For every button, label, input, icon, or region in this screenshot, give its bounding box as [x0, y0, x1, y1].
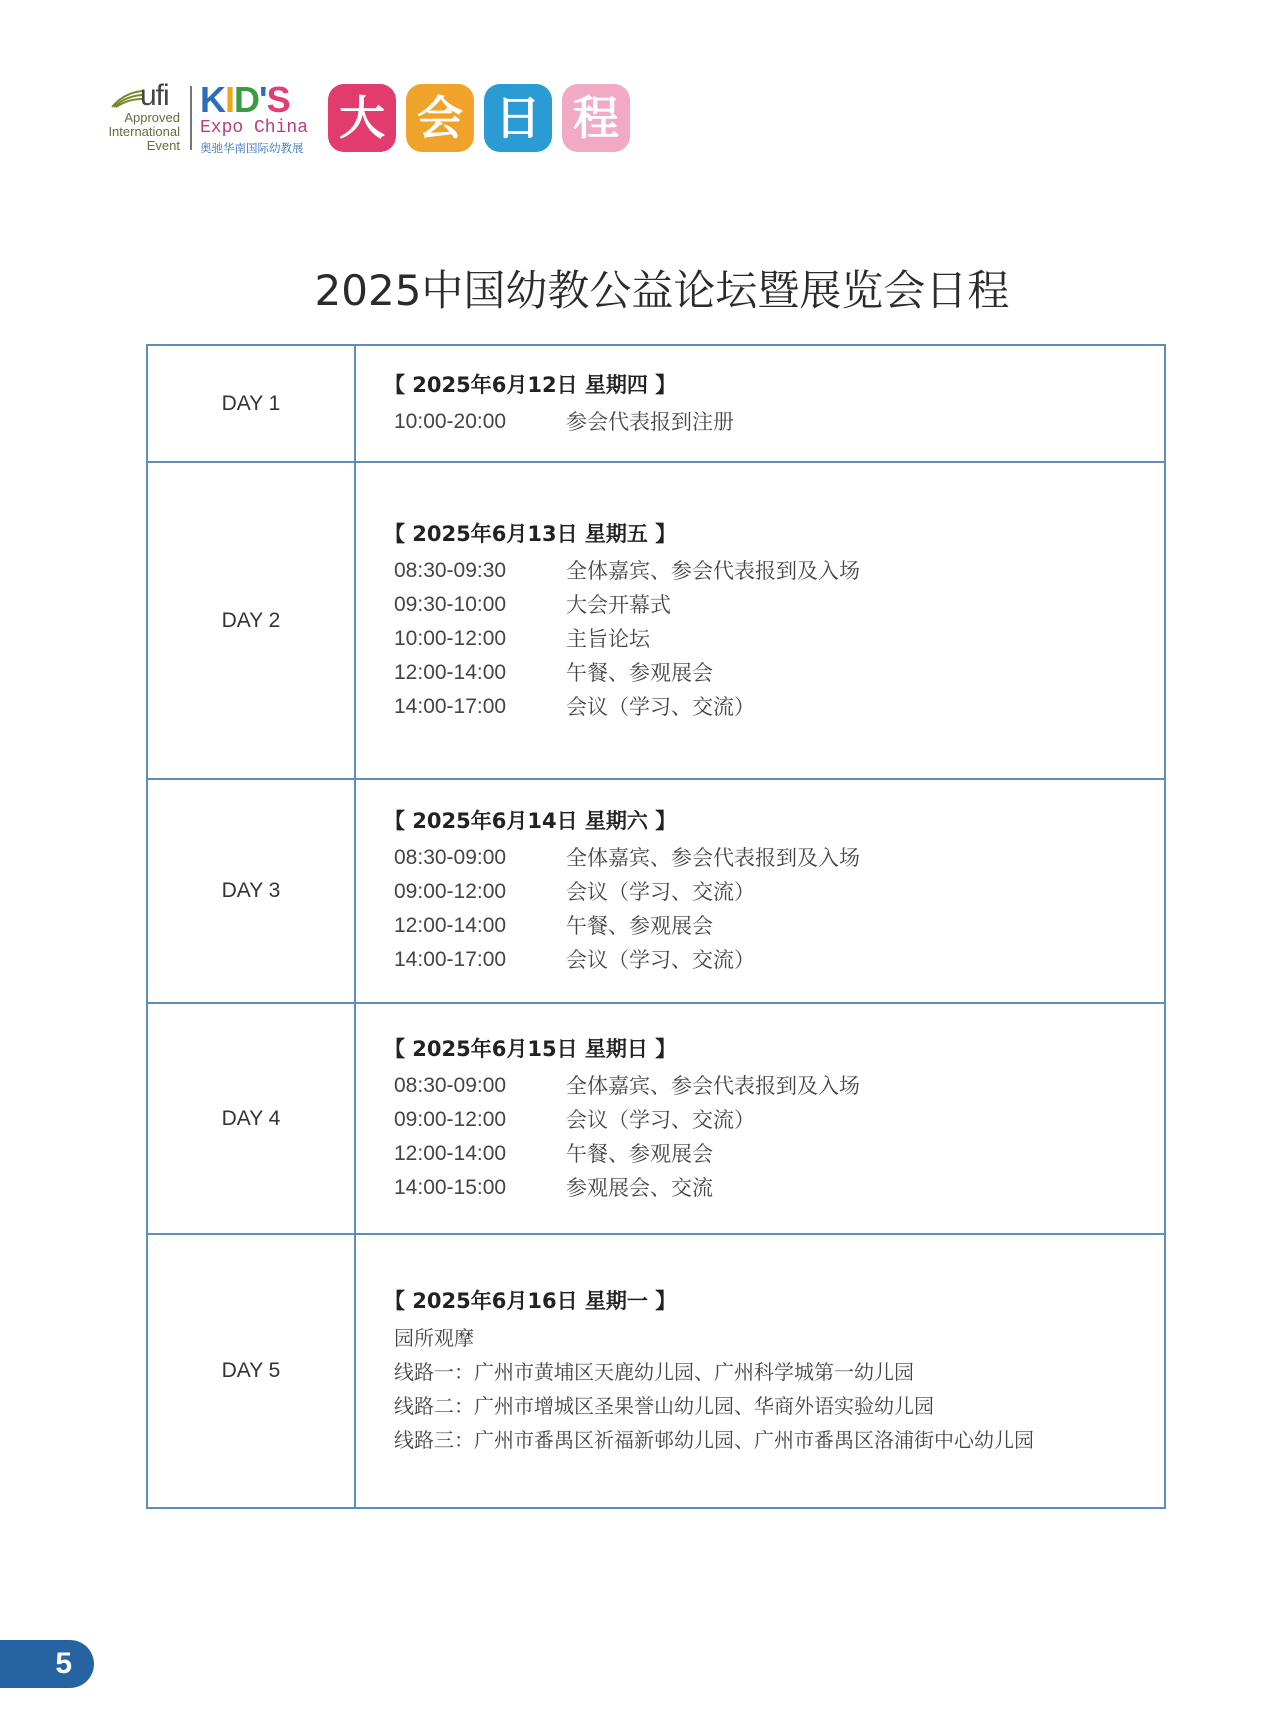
kids-expo-text: Expo China	[200, 118, 309, 138]
day-date: 【 2025年6月16日 星期一 】	[384, 1289, 677, 1313]
route-item: 线路二：广州市增城区圣果誉山幼儿园、华商外语实验幼儿园	[394, 1394, 934, 1418]
item-text: 午餐、参观展会	[566, 660, 713, 685]
schedule-item	[394, 841, 1164, 875]
day-detail	[355, 345, 1165, 462]
schedule-table	[146, 344, 1166, 1509]
item-text: 大会开幕式	[566, 592, 671, 617]
day-label: DAY 2	[147, 462, 355, 779]
item-time: 14:00-17:00	[394, 694, 507, 718]
ufi-line-international: International	[108, 124, 180, 139]
item-text: 参观展会、交流	[566, 1175, 713, 1200]
schedule-item	[394, 875, 1164, 909]
route-item: 线路一：广州市黄埔区天鹿幼儿园、广州科学城第一幼儿园	[394, 1360, 914, 1384]
kids-expo-logo	[200, 80, 312, 156]
ufi-approved-text	[108, 111, 180, 153]
day-date: 【 2025年6月12日 星期四 】	[384, 372, 677, 397]
item-time: 10:00-12:00	[394, 626, 507, 650]
title-tile: 大	[328, 84, 396, 152]
kids-letter: S	[266, 79, 290, 120]
item-time: 09:30-10:00	[394, 592, 507, 616]
schedule-item	[394, 588, 1164, 622]
day-date: 【 2025年6月13日 星期五 】	[384, 521, 677, 546]
kids-letter: '	[259, 79, 267, 120]
item-time: 08:30-09:30	[394, 558, 507, 582]
title-tile: 会	[406, 84, 474, 152]
item-time: 09:00-12:00	[394, 1107, 507, 1131]
schedule-item	[394, 1137, 1164, 1171]
kids-wordmark	[200, 80, 290, 120]
table-row	[147, 462, 1165, 779]
table-row	[147, 1003, 1165, 1234]
schedule-item	[394, 1103, 1164, 1137]
title-tile: 程	[562, 84, 630, 152]
item-text: 全体嘉宾、参会代表报到及入场	[566, 558, 860, 583]
item-text: 参会代表报到注册	[566, 409, 734, 434]
kids-letter: D	[234, 79, 260, 120]
title-tile: 日	[484, 84, 552, 152]
item-time: 08:30-09:00	[394, 1073, 507, 1097]
ufi-swoosh-icon	[110, 87, 144, 109]
item-text: 午餐、参观展会	[566, 914, 713, 938]
item-time: 14:00-15:00	[394, 1175, 507, 1199]
item-time: 12:00-14:00	[394, 660, 507, 684]
schedule-item	[394, 554, 1164, 588]
schedule-item	[394, 656, 1164, 690]
item-text: 全体嘉宾、参会代表报到及入场	[566, 1073, 860, 1098]
item-text: 主旨论坛	[566, 626, 650, 651]
day-detail	[355, 1003, 1165, 1234]
observation-intro: 园所观摩	[394, 1326, 474, 1350]
item-text: 午餐、参观展会	[566, 1141, 713, 1166]
day-label: DAY 1	[147, 345, 355, 462]
item-text: 会议（学习、交流）	[566, 694, 755, 719]
table-row	[147, 1234, 1165, 1508]
item-text: 会议（学习、交流）	[566, 880, 755, 904]
schedule-item	[394, 622, 1164, 656]
day-detail	[355, 1234, 1165, 1508]
item-time: 12:00-14:00	[394, 914, 507, 937]
kids-letter: K	[200, 79, 225, 120]
schedule-item	[394, 1171, 1164, 1205]
day-date: 【 2025年6月14日 星期六 】	[384, 809, 677, 833]
day-label: DAY 5	[147, 1234, 355, 1508]
logo-divider	[190, 86, 192, 150]
item-text: 全体嘉宾、参会代表报到及入场	[566, 846, 860, 870]
item-time: 08:30-09:00	[394, 846, 507, 869]
header-title-tiles	[328, 84, 640, 152]
page-number-text: 5	[55, 1647, 72, 1680]
item-text: 会议（学习、交流）	[566, 1107, 755, 1132]
kids-letter: I	[225, 79, 235, 120]
table-row	[147, 779, 1165, 1003]
item-time: 14:00-17:00	[394, 948, 507, 971]
ufi-line-event: Event	[146, 138, 180, 153]
ufi-name: ufi	[140, 79, 169, 112]
item-time: 12:00-14:00	[394, 1141, 507, 1165]
item-time: 09:00-12:00	[394, 880, 507, 903]
day-date: 【 2025年6月15日 星期日 】	[384, 1036, 677, 1061]
schedule-item	[394, 690, 1164, 724]
day-detail	[355, 462, 1165, 779]
item-text: 会议（学习、交流）	[566, 948, 755, 972]
day-detail	[355, 779, 1165, 1003]
table-row	[147, 345, 1165, 462]
schedule-item	[394, 943, 1164, 977]
header	[100, 78, 640, 158]
ufi-logo	[100, 79, 180, 157]
schedule-item	[394, 1069, 1164, 1103]
ufi-line-approved: Approved	[124, 110, 180, 125]
item-time: 10:00-20:00	[394, 409, 507, 433]
schedule-item	[394, 405, 1164, 439]
kids-cn-text: 奥驰华南国际幼教展	[200, 141, 304, 155]
page-title: 2025中国幼教公益论坛暨展览会日程	[314, 266, 1010, 315]
page-number	[0, 1640, 94, 1688]
day-label: DAY 4	[147, 1003, 355, 1234]
schedule-item	[394, 909, 1164, 943]
day-label: DAY 3	[147, 779, 355, 1003]
route-item: 线路三：广州市番禺区祈福新邨幼儿园、广州市番禺区洛浦街中心幼儿园	[394, 1428, 1034, 1452]
